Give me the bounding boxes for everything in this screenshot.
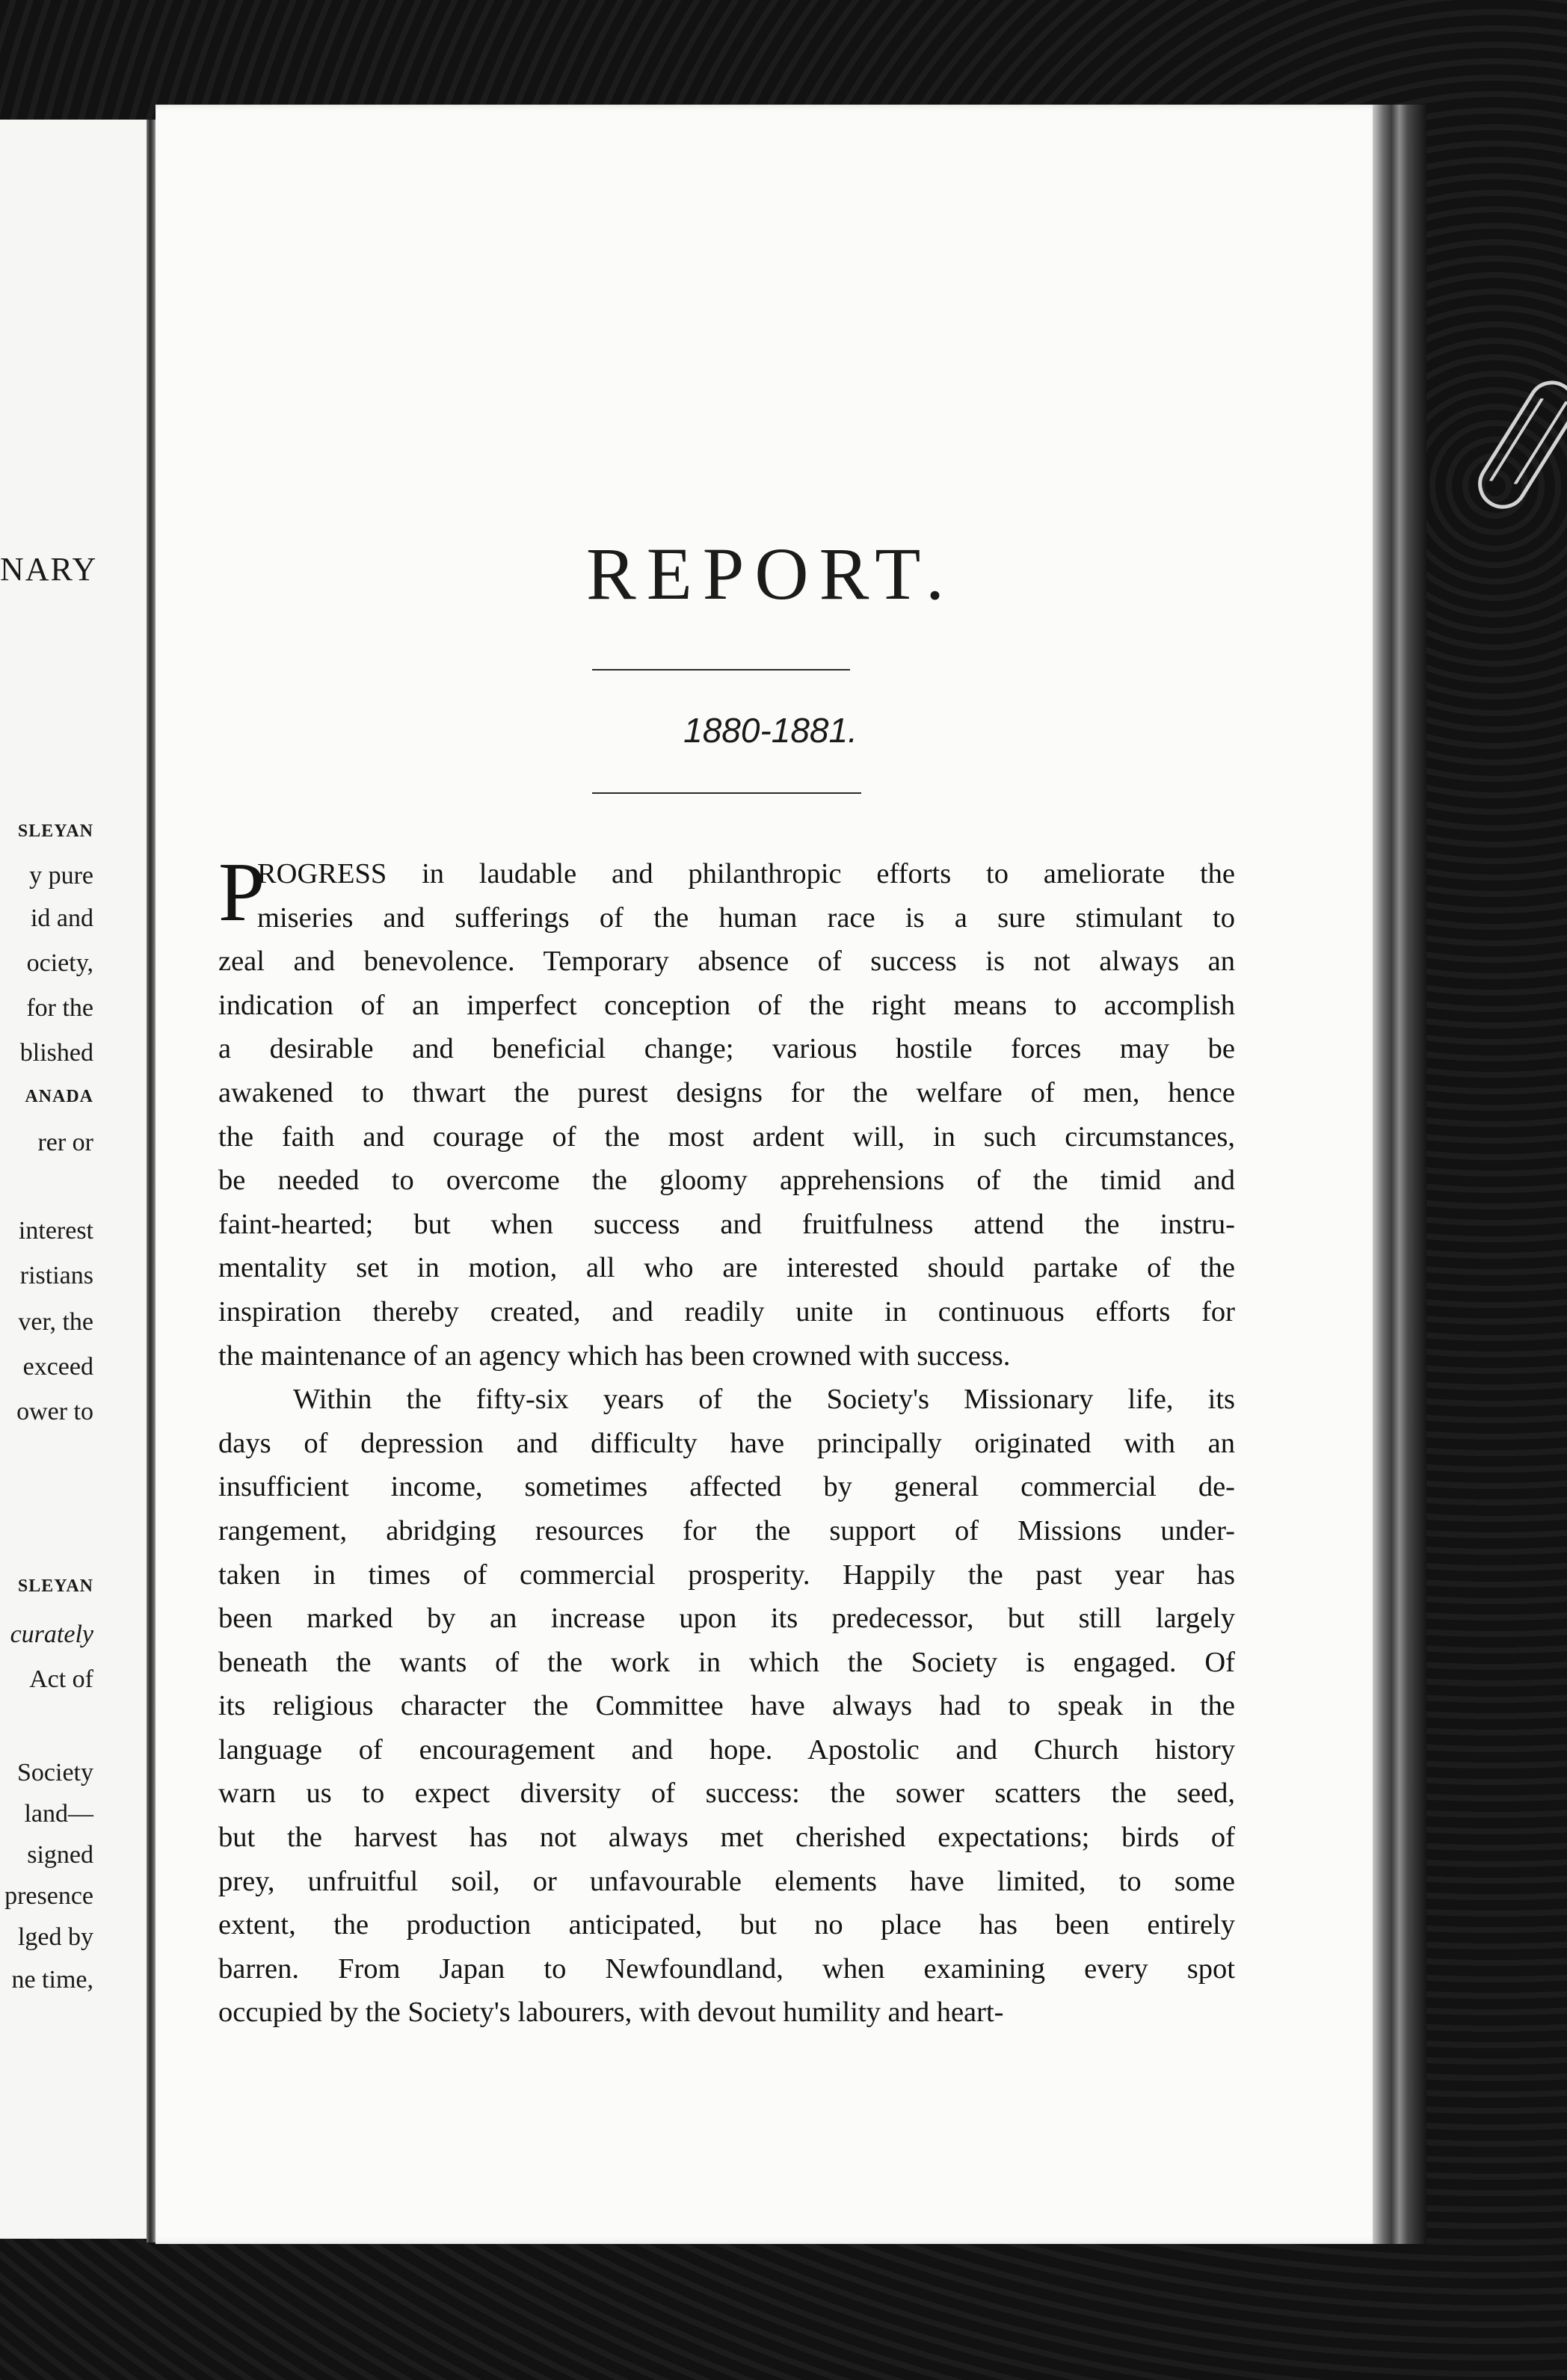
text-line: the maintenance of an agency which has been crowned with success. xyxy=(218,1339,1011,1372)
paragraph-2 xyxy=(218,1378,1235,2035)
page-title: REPORT. xyxy=(586,532,955,615)
text-line: faint-hearted; but when success and fruitfulness attend the instru- xyxy=(218,1208,1235,1240)
page-edge xyxy=(1373,105,1426,2244)
left-page-fragment: land— xyxy=(24,1800,93,1828)
left-page-fragment: curately xyxy=(10,1621,93,1648)
left-page-fragment: SLEYAN xyxy=(17,821,93,841)
left-page-fragment: exceed xyxy=(22,1353,93,1381)
text-line: rangement, abridging resources for the support of Missions under- xyxy=(218,1514,1235,1547)
left-page-fragment: lged by xyxy=(17,1923,93,1951)
left-page-fragment: Act of xyxy=(29,1665,93,1693)
text-line: prey, unfruitful soil, or unfavourable elements have limited, to some xyxy=(218,1865,1235,1897)
left-page-fragment: SLEYAN xyxy=(17,1576,93,1596)
text-line: awakened to thwart the purest designs for the welfare of men, hence xyxy=(218,1076,1235,1109)
text-line: barren. From Japan to Newfoundland, when examining every spot xyxy=(218,1952,1235,1985)
text-line: language of encouragement and hope. Apostolic and Church history xyxy=(218,1733,1235,1766)
report-years: 1880-1881. xyxy=(683,711,858,750)
left-page-fragment: y pure xyxy=(29,862,93,890)
left-page-fragment: for the xyxy=(26,994,93,1022)
text-line: warn us to expect diversity of success: the sower scatters the seed, xyxy=(218,1778,1235,1810)
text-line: been marked by an increase upon its predecessor, but still largely xyxy=(218,1603,1235,1635)
left-page-fragment: ver, the xyxy=(18,1308,93,1336)
text-line: indication of an imperfect conception of the right means to accomplish xyxy=(218,989,1235,1021)
title-rule-top xyxy=(592,669,850,670)
text-line: a desirable and beneficial change; various hostile forces may be xyxy=(218,1033,1235,1065)
paragraph-1 xyxy=(218,846,1235,1378)
text-line: occupied by the Society's labourers, with devout humility and heart- xyxy=(218,1997,1004,2029)
text-line: but the harvest has not always met cherished expectations; birds of xyxy=(218,1822,1235,1854)
text-line: insufficient income, sometimes affected by general commercial de- xyxy=(218,1471,1235,1503)
left-page-fragment: ristians xyxy=(19,1262,93,1289)
text-line: mentality set in motion, all who are interested should partake of the xyxy=(218,1252,1235,1284)
left-page-fragment: ociety, xyxy=(26,949,93,977)
left-page-fragment: Society xyxy=(17,1759,93,1786)
text-line: extent, the production anticipated, but no place has been entirely xyxy=(218,1909,1235,1941)
text-line: inspiration thereby created, and readily unite in continuous efforts for xyxy=(218,1295,1235,1328)
left-page-fragment: presence xyxy=(4,1882,93,1910)
text-line: days of depression and difficulty have principally originated with an xyxy=(218,1427,1235,1459)
left-page-fragment: NARY xyxy=(0,551,98,588)
page-gutter xyxy=(147,120,156,2242)
left-page-fragment: rer or xyxy=(37,1129,93,1156)
text-line: taken in times of commercial prosperity. Happily the past year has xyxy=(218,1559,1235,1591)
text-line: miseries and sufferings of the human race is a sure stimulant to xyxy=(257,901,1235,934)
left-page-fragment: ne time, xyxy=(11,1966,93,1994)
text-line: zeal and benevolence. Temporary absence of success is not always an xyxy=(218,946,1235,978)
left-facing-page xyxy=(0,120,153,2239)
text-line: Within the fifty-six years of the Society's Missionary life, its xyxy=(293,1384,1235,1416)
text-line: be needed to overcome the gloomy apprehensions of the timid and xyxy=(218,1165,1235,1197)
text-line: ROGRESS in laudable and philanthropic efforts to ameliorate the xyxy=(257,858,1235,890)
left-page-fragment: interest xyxy=(18,1217,93,1245)
text-line: its religious character the Committee have always had to speak in the xyxy=(218,1690,1235,1722)
drop-cap: P xyxy=(218,846,265,939)
left-page-fragment: ANADA xyxy=(25,1087,93,1106)
report-body xyxy=(218,846,1235,2035)
left-page-fragment: signed xyxy=(27,1841,93,1869)
title-rule-bottom xyxy=(592,792,861,794)
text-line: beneath the wants of the work in which the Society is engaged. Of xyxy=(218,1646,1235,1678)
text-line: the faith and courage of the most ardent will, in such circumstances, xyxy=(218,1120,1235,1153)
left-page-fragment: ower to xyxy=(16,1398,93,1425)
left-page-fragment: blished xyxy=(19,1039,93,1067)
left-page-fragment: id and xyxy=(30,904,93,932)
